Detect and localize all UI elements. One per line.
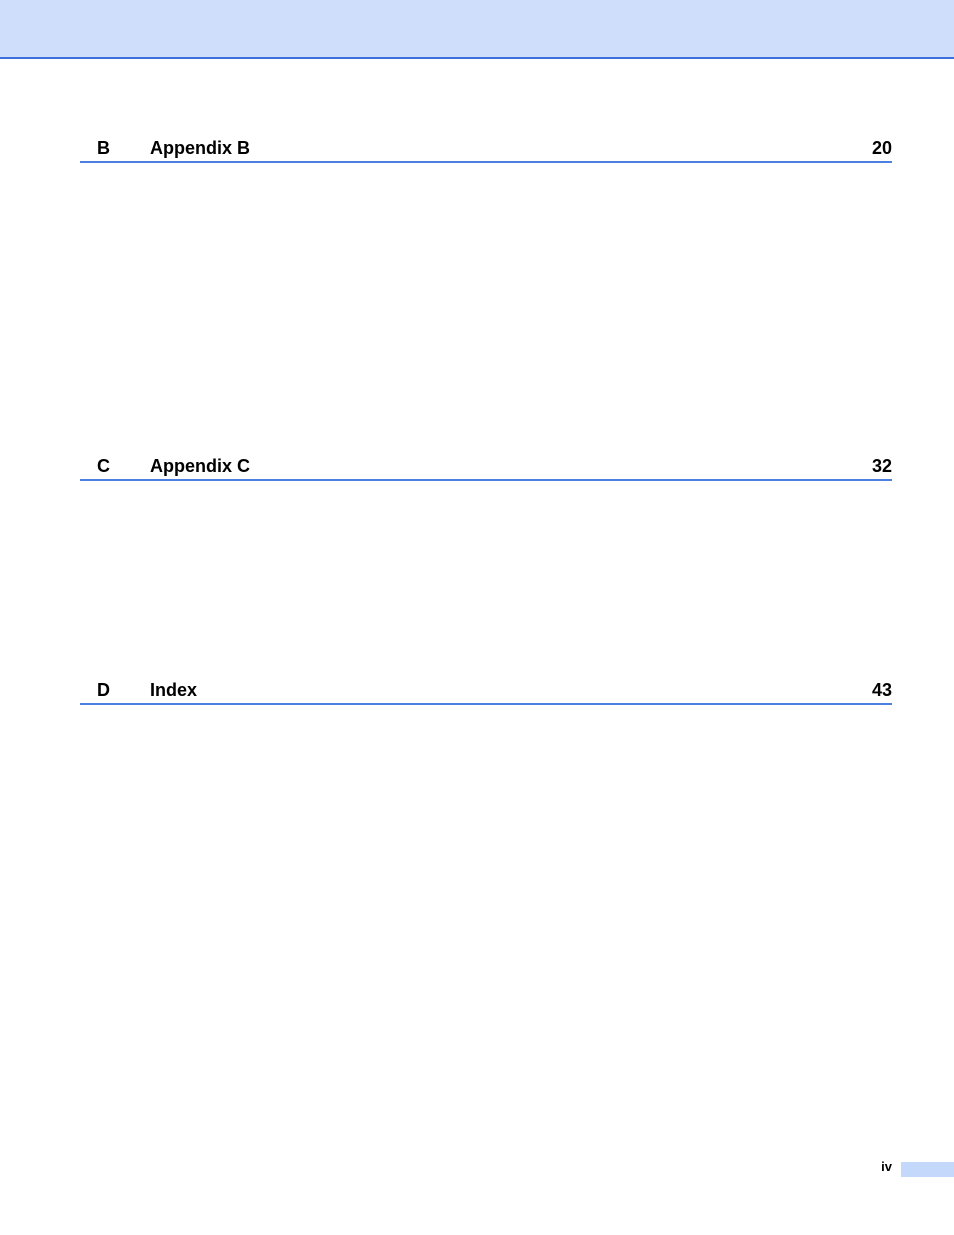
section-letter: D: [97, 680, 110, 700]
section-title: Appendix C: [150, 456, 251, 476]
section-title: Appendix B: [150, 138, 251, 158]
section-letter: C: [97, 456, 110, 476]
section-page-number: 20: [871, 138, 892, 158]
section-page-number: 32: [871, 456, 892, 476]
footer-tab: [901, 1162, 954, 1177]
section-page-number: 43: [871, 680, 892, 700]
section-header-b[interactable]: [80, 137, 892, 163]
section-letter: B: [97, 138, 110, 158]
section-title: Index: [150, 680, 198, 700]
section-header-d[interactable]: [80, 679, 892, 705]
section-header-c[interactable]: [80, 455, 892, 481]
page-header-band: [0, 0, 954, 59]
footer-page-number: iv: [881, 1159, 892, 1174]
